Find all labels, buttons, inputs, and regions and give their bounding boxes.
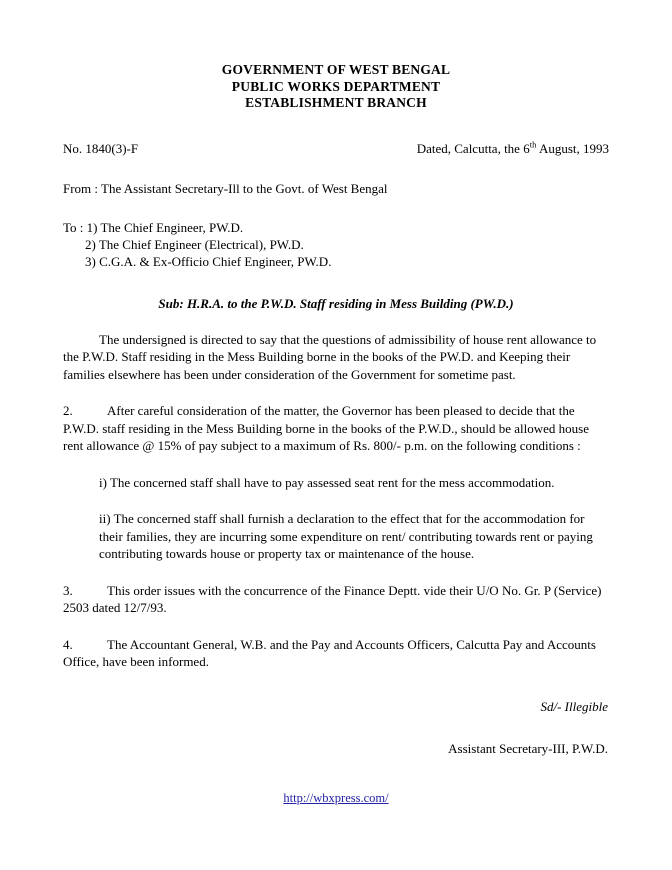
to-item-3: 3) C.G.A. & Ex-Officio Chief Engineer, PW.D. xyxy=(85,253,332,269)
to-item-1: To : 1) The Chief Engineer, PW.D. xyxy=(63,219,244,235)
reference-number: No. 1840(3)-F xyxy=(63,140,139,156)
date-suffix: August, 1993 xyxy=(536,140,609,156)
footer xyxy=(0,789,672,807)
condition-i: i) The concerned staff shall have to pay assessed seat rent for the mess accommodation. xyxy=(99,474,555,490)
paragraph-4-number: 4. xyxy=(63,636,73,652)
to-item-2: 2) The Chief Engineer (Electrical), PW.D. xyxy=(85,236,304,252)
footer-source-link[interactable]: http://wbxpress.com/ xyxy=(283,791,389,805)
paragraph-2-text: After careful consideration of the matter, the Governor has been pleased to decide that the P.W.D. staff residing in the Mess Building borne in the books of the P.W.D., should be allowed house rent allowance @ 15% of pay subject to a maximum of Rs. 800/- p.m. on the following conditions : xyxy=(63,403,589,453)
signature-sd: Sd/- Illegible xyxy=(540,698,608,714)
paragraph-2-number: 2. xyxy=(63,403,73,418)
paragraph-2 xyxy=(63,402,609,455)
paragraph-3-number: 3. xyxy=(63,582,73,598)
signature-designation: Assistant Secretary-III, P.W.D. xyxy=(448,740,608,756)
paragraph-4 xyxy=(63,636,609,671)
subject-line: Sub: H.R.A. to the P.W.D. Staff residing in Mess Building (PW.D.) xyxy=(158,295,514,311)
paragraph-1: The undersigned is directed to say that the questions of admissibility of house rent allowance to the P.W.D. Staff residing in the Mess Building borne in the books of the PW.D. and Keeping their families elsewhere has been under consideration of the Government for sometime past. xyxy=(63,331,597,382)
date-ordinal-suffix: th xyxy=(529,139,537,150)
from-line: From : The Assistant Secretary-Ill to the Govt. of West Bengal xyxy=(63,180,388,196)
conditions-list xyxy=(99,474,609,563)
letterhead-line-department: PUBLIC WORKS DEPARTMENT xyxy=(231,78,441,94)
paragraph-3-text: This order issues with the concurrence of the Finance Deptt. vide their U/O No. Gr. P (Service) 2503 dated 12/7/93. xyxy=(63,582,602,615)
reference-row xyxy=(63,141,609,157)
date-prefix: Dated, Calcutta, the 6 xyxy=(416,140,530,156)
letterhead-line-branch: ESTABLISHMENT BRANCH xyxy=(245,95,427,110)
letterhead xyxy=(63,0,609,112)
paragraph-3 xyxy=(63,582,609,617)
condition-ii: ii) The concerned staff shall furnish a declaration to the effect that for the accommodation for their families, they are incurring some expenditure on rent/ contributing towards rent or paying contributing towards house or property tax or maintenance of the house. xyxy=(99,511,593,561)
paragraph-4-text: The Accountant General, W.B. and the Pay and Accounts Officers, Calcutta Pay and Accounts Office, have been informed. xyxy=(63,636,596,669)
reference-date xyxy=(417,141,609,157)
letterhead-line-government: GOVERNMENT OF WEST BENGAL xyxy=(221,62,451,77)
to-block xyxy=(63,219,609,270)
